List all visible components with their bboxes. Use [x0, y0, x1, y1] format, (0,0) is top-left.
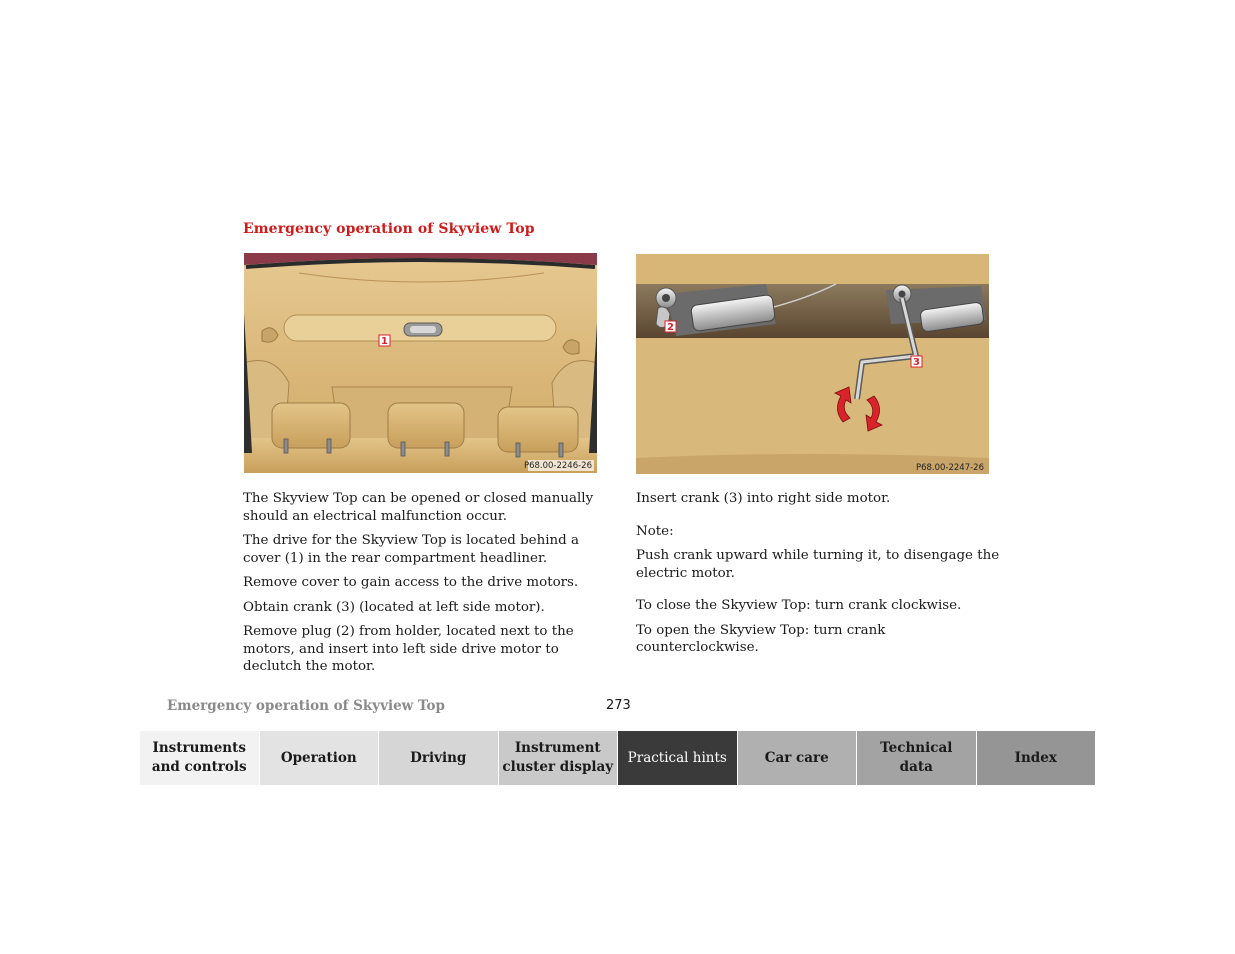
page-number: 273: [606, 698, 631, 713]
nav-tab-index[interactable]: Index: [977, 731, 1096, 785]
headliner-illustration: [244, 253, 597, 473]
paragraph: Insert crank (3) into right side motor.: [636, 491, 891, 506]
paragraph: Obtain crank (3) (located at left side motor).: [243, 599, 545, 615]
callout-3: 3: [913, 357, 920, 368]
paragraph: Remove cover to gain access to the drive motors.: [243, 575, 579, 590]
nav-tab-technical-data[interactable]: Technical data: [857, 731, 977, 785]
section-navigation: [140, 731, 1095, 785]
drive-motors-illustration: [636, 254, 989, 474]
nav-tab-practical-hints[interactable]: Practical hints: [618, 731, 738, 785]
paragraph: To close the Skyview Top: turn crank clockwise.: [636, 598, 962, 613]
paragraph: Remove plug (2) from holder, located next to the motors, and insert into left side drive motor to declutch the motor.: [243, 624, 574, 674]
section-heading: Emergency operation of Skyview Top: [243, 221, 535, 237]
right-column: [636, 490, 1006, 664]
paragraph: The Skyview Top can be opened or closed manually should an electrical malfunction occur.: [243, 491, 594, 524]
nav-tab-instrument-cluster-display[interactable]: Instrument cluster display: [499, 731, 619, 785]
paragraph: The drive for the Skyview Top is located behind a cover (1) in the rear compartment headliner.: [243, 533, 579, 566]
callout-2: 2: [667, 322, 674, 333]
nav-tab-car-care[interactable]: Car care: [738, 731, 858, 785]
figure-code: P68.00-2247-26: [915, 463, 984, 473]
left-column: [243, 490, 603, 683]
note-text: Push crank upward while turning it, to disengage the electric motor.: [636, 548, 1000, 581]
nav-tab-operation[interactable]: Operation: [260, 731, 380, 785]
callout-1: 1: [381, 336, 388, 347]
nav-tab-driving[interactable]: Driving: [379, 731, 499, 785]
figure-code: P68.00-2246-26: [523, 461, 592, 471]
note-label: Note:: [636, 523, 674, 539]
nav-tab-instruments-and-controls[interactable]: Instruments and controls: [140, 731, 260, 785]
footer-title: Emergency operation of Skyview Top: [167, 698, 445, 714]
paragraph: To open the Skyview Top: turn crank counterclockwise.: [636, 622, 886, 655]
